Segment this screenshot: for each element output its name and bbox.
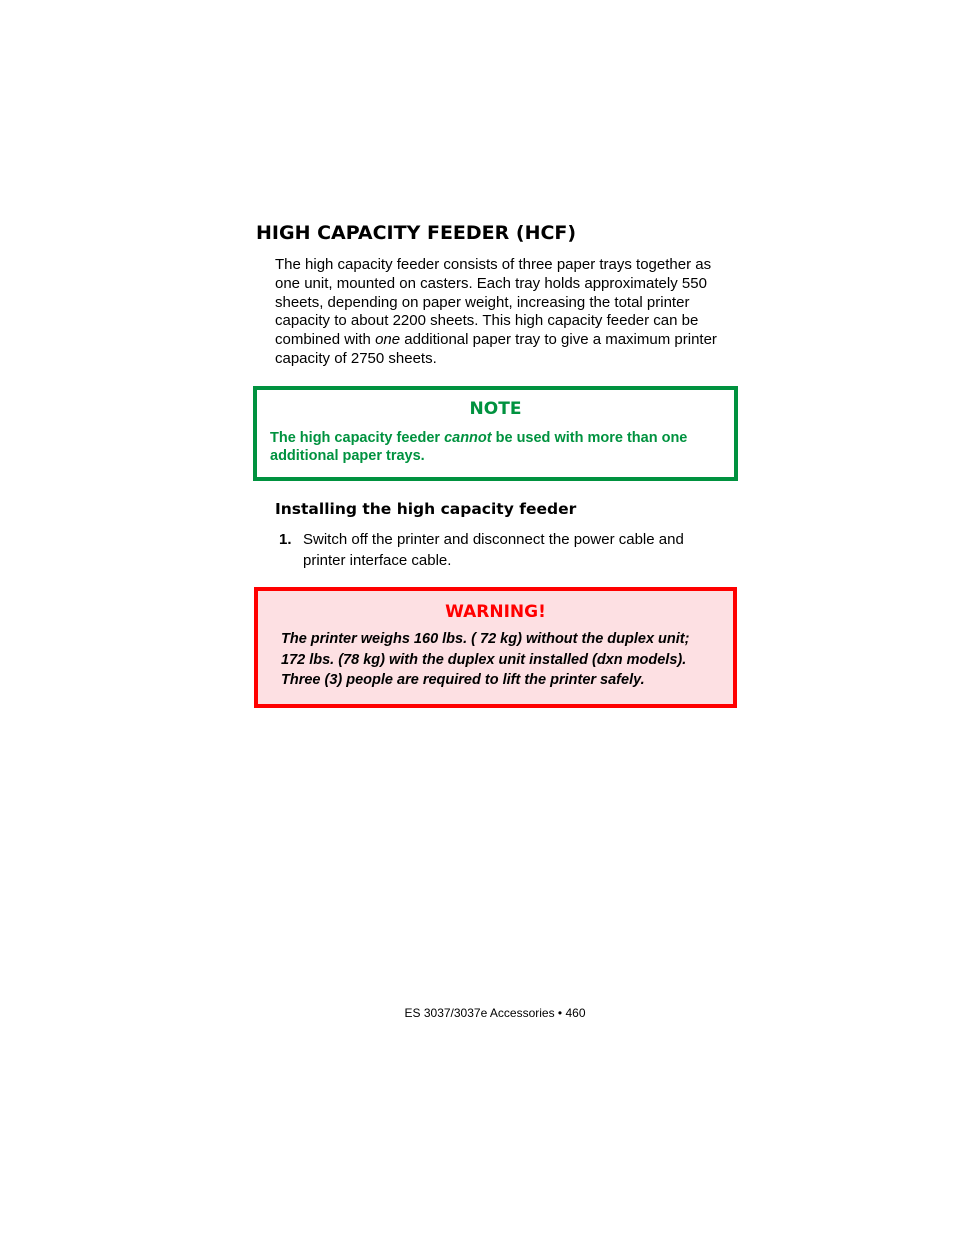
intro-paragraph <box>275 256 745 369</box>
intro-line: one unit, mounted on casters. Each tray holds approximately 550 <box>275 274 707 292</box>
intro-text: additional paper tray to give a maximum printer <box>400 331 717 349</box>
note-text <box>270 429 726 465</box>
note-line <box>270 429 726 447</box>
intro-line <box>275 331 745 350</box>
warning-text <box>281 629 727 691</box>
warning-title: WARNING! <box>445 602 546 622</box>
note-box <box>253 386 738 481</box>
note-text-part: be used with more than one <box>491 430 688 446</box>
intro-line: sheets, depending on paper weight, increasing the total printer <box>275 293 690 311</box>
intro-emphasis: one <box>375 331 401 349</box>
intro-text: combined with <box>275 331 376 349</box>
intro-line: capacity of 2750 sheets. <box>275 349 437 367</box>
warning-line: 172 lbs. (78 kg) with the duplex unit installed (dxn models). <box>281 651 687 668</box>
note-line: additional paper trays. <box>270 448 425 464</box>
note-title: NOTE <box>469 399 522 419</box>
step-number: 1. <box>279 531 292 548</box>
note-emphasis: cannot <box>444 430 492 446</box>
section-title: HIGH CAPACITY FEEDER (HCF) <box>256 222 577 244</box>
warning-line: Three (3) people are required to lift the printer safely. <box>281 672 645 688</box>
step-line: printer interface cable. <box>303 552 452 569</box>
step-line: Switch off the printer and disconnect the power cable and <box>303 531 684 548</box>
step-text <box>303 529 739 571</box>
intro-line: capacity to about 2200 sheets. This high capacity feeder can be <box>275 312 699 330</box>
install-heading: Installing the high capacity feeder <box>275 500 577 518</box>
warning-line: The printer weighs 160 lbs. ( 72 kg) without the duplex unit; <box>281 631 690 647</box>
warning-box <box>254 587 737 708</box>
note-text-part: The high capacity feeder <box>270 430 445 446</box>
page-footer: ES 3037/3037e Accessories • 460 <box>404 1006 586 1020</box>
intro-line: The high capacity feeder consists of three paper trays together as <box>275 256 712 273</box>
